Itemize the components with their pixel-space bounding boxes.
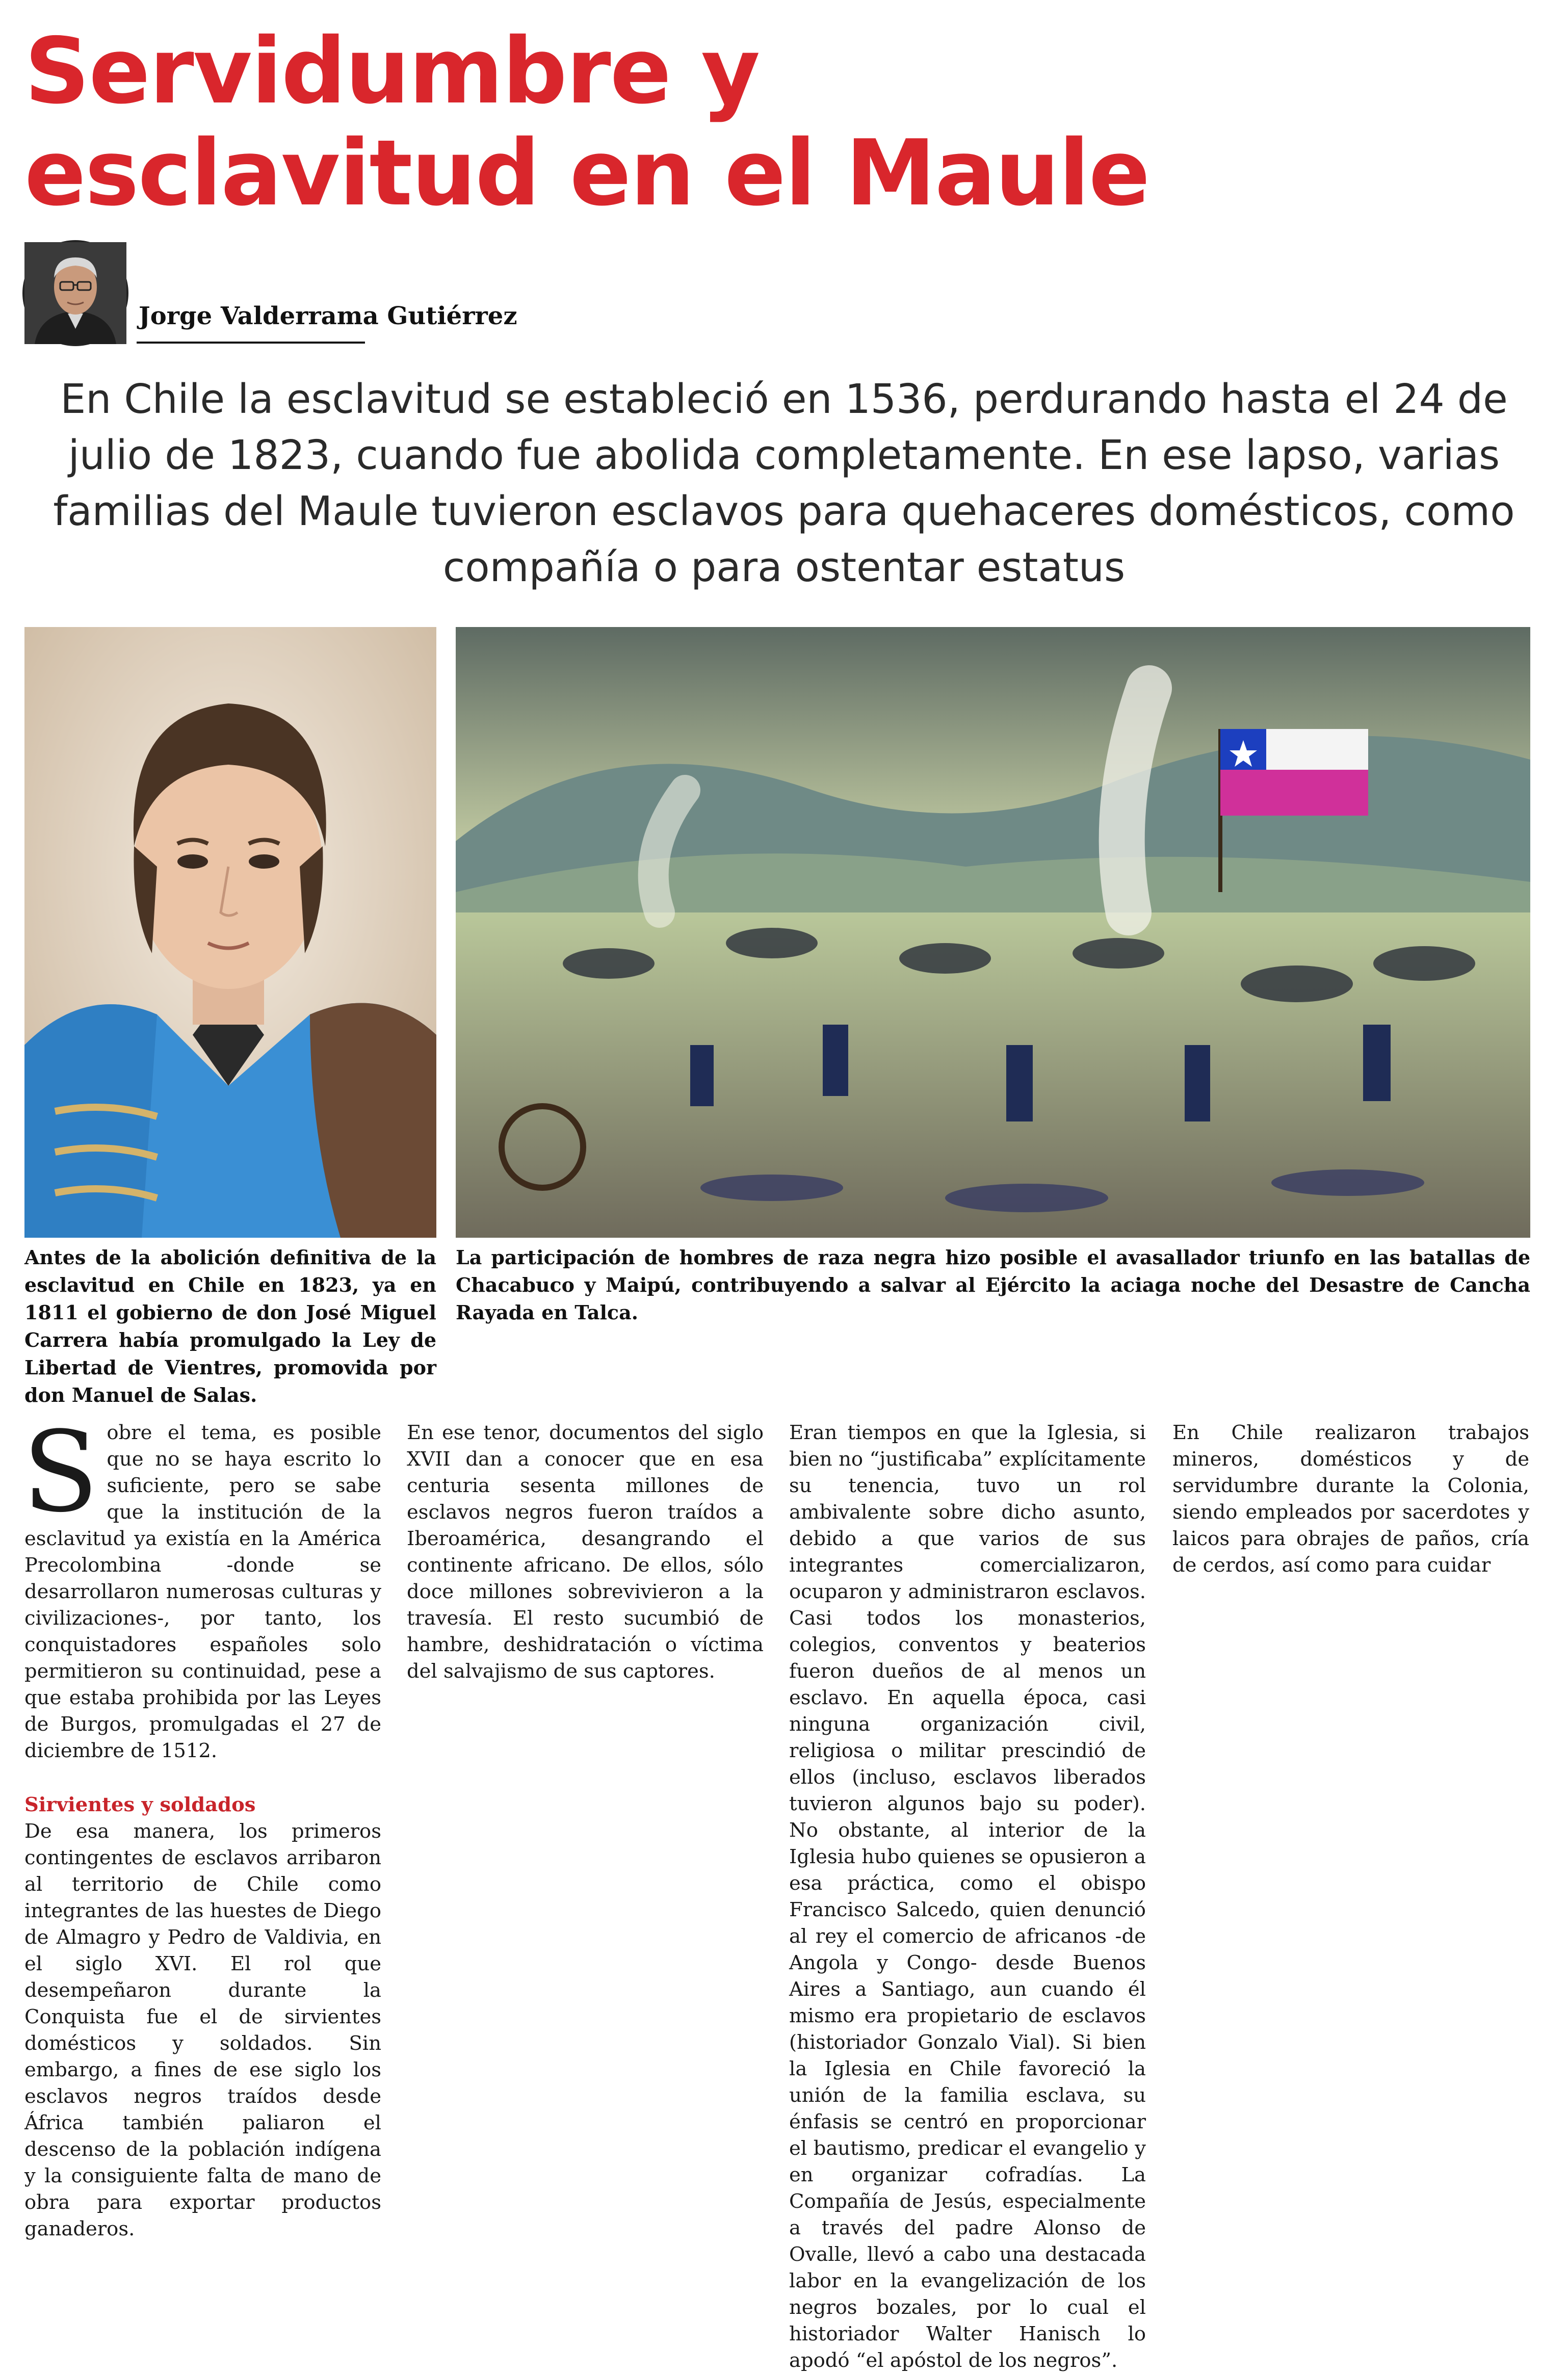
body-column-4 — [1172, 1420, 1529, 1909]
byline-divider — [137, 342, 365, 344]
body-column-2 — [407, 1420, 764, 1909]
carrera-portrait-image — [24, 627, 436, 1238]
body-column-3 — [789, 1420, 1146, 2372]
body-paragraph-1 — [22, 1408, 381, 1764]
body-paragraph-3: En ese tenor, documentos del siglo XVII dan a conocer que en esa centuria sesenta millones de esclavos negros fueron traídos a Iberoamérica, desangrando el continente africano. De ellos, sólo doce millones sobrevivieron a la travesía. El resto sucumbió de hambre, deshidratación o víctima del salvajismo de sus captores. — [407, 1421, 764, 1683]
battle-illustration — [456, 627, 1530, 1238]
battle-caption: La participación de hombres de raza negra hizo posible el avasallador triunfo en las batallas de Chacabuco y Maipú, contribuyendo a salvar al Ejército la aciaga noche del Desastre de Cancha Rayada en Talca. — [456, 1246, 1530, 1324]
headline-line-1: Servidumbre y — [24, 18, 760, 124]
body-paragraph-2: De esa manera, los primeros contingentes de esclavos arribaron al territorio de Chile como integrantes de las huestes de Diego de Almagro y Pedro de Valdivia, en el siglo XVI. El rol que desempeñaron durante la Conquista fue el de sirvientes domésticos y soldados. Sin embargo, a fines de ese siglo los esclavos negros traídos desde África también paliaron el descenso de la población indígena y la consiguiente falta de mano de obra para exportar productos ganaderos. — [24, 1820, 381, 2240]
battle-scene-image — [456, 627, 1530, 1238]
drop-cap: S — [22, 1408, 99, 1537]
author-byline: Jorge Valderrama Gutiérrez — [139, 302, 517, 330]
body-paragraph-4: Eran tiempos en que la Iglesia, si bien no “justificaba” explícitamente su tenencia, tuvo un rol ambivalente sobre dicho asunto, debido a que varios de sus integrantes comercializaron, ocuparon y administraron esclavos. Casi todos los monasterios, colegios, conventos y beaterios fueron dueños de al menos un esclavo. En aquella época, casi ninguna organización civil, religiosa o militar prescindió de ellos (incluso, esclavos liberados tuvieron algunos bajo su poder). No obstante, al interior de la Iglesia hubo quienes se opusieron a esa práctica, como el obispo Francisco Salcedo, quien denunció al rey el comercio de africanos -de Angola y Congo- desde Buenos Aires a Santiago, aun cuando él mismo era propietario de esclavos (historiador Gonzalo Vial). Si bien la Iglesia en Chile favoreció la unión de la familia esclava, su énfasis se centró en proporcionar el bautismo, predicar el evangelio y en organizar cofradías. La Compañía de Jesús, especialmente a través del padre Alonso de Ovalle, llevó a cabo una destacada labor en la evangelización de los negros bozales, por lo cual el historiador Walter Hanisch lo apodó “el apóstol de los negros”. — [789, 1421, 1146, 2372]
headline — [24, 20, 1503, 224]
author-avatar — [24, 242, 126, 344]
author-portrait-image — [24, 242, 126, 344]
body-column-1 — [22, 1408, 381, 2240]
article-dek: En Chile la esclavitud se estableció en 1536, perdurando hasta el 24 de julio de 1823, cuando fue abolida completamente. En ese lapso, varias familias del Maule tuvieron esclavos para quehaceres domésticos, como compañía o para ostentar estatus — [53, 376, 1515, 591]
body-paragraph-5: En Chile realizaron trabajos mineros, domésticos y de servidumbre durante la Colonia, siendo empleados por sacerdotes y laicos para obrajes de paños, cría de cerdos, así como para cuidar — [1172, 1421, 1529, 1577]
portrait-photo — [24, 627, 436, 1238]
body-paragraph-1-text: obre el tema, es posible que no se haya escrito lo suficiente, pero se sabe que la institución de la esclavitud ya existía en la América Precolombina -donde se desarrollaron numerosas culturas y civilizaciones-, por tanto, los conquistadores españoles solo permitieron su continuidad, pese a que estaba prohibida por las Leyes de Burgos, promulgadas el 27 de diciembre de 1512. — [24, 1421, 381, 1762]
section-subhead: Sirvientes y soldados — [24, 1793, 256, 1816]
portrait-caption: Antes de la abolición definitiva de la esclavitud en Chile en 1823, ya en 1811 el gobierno de don José Miguel Carrera había promulgado la Ley de Libertad de Vientres, promovida por don Manuel de Salas. — [24, 1246, 436, 1406]
headline-line-2: esclavitud en el Maule — [24, 120, 1149, 226]
